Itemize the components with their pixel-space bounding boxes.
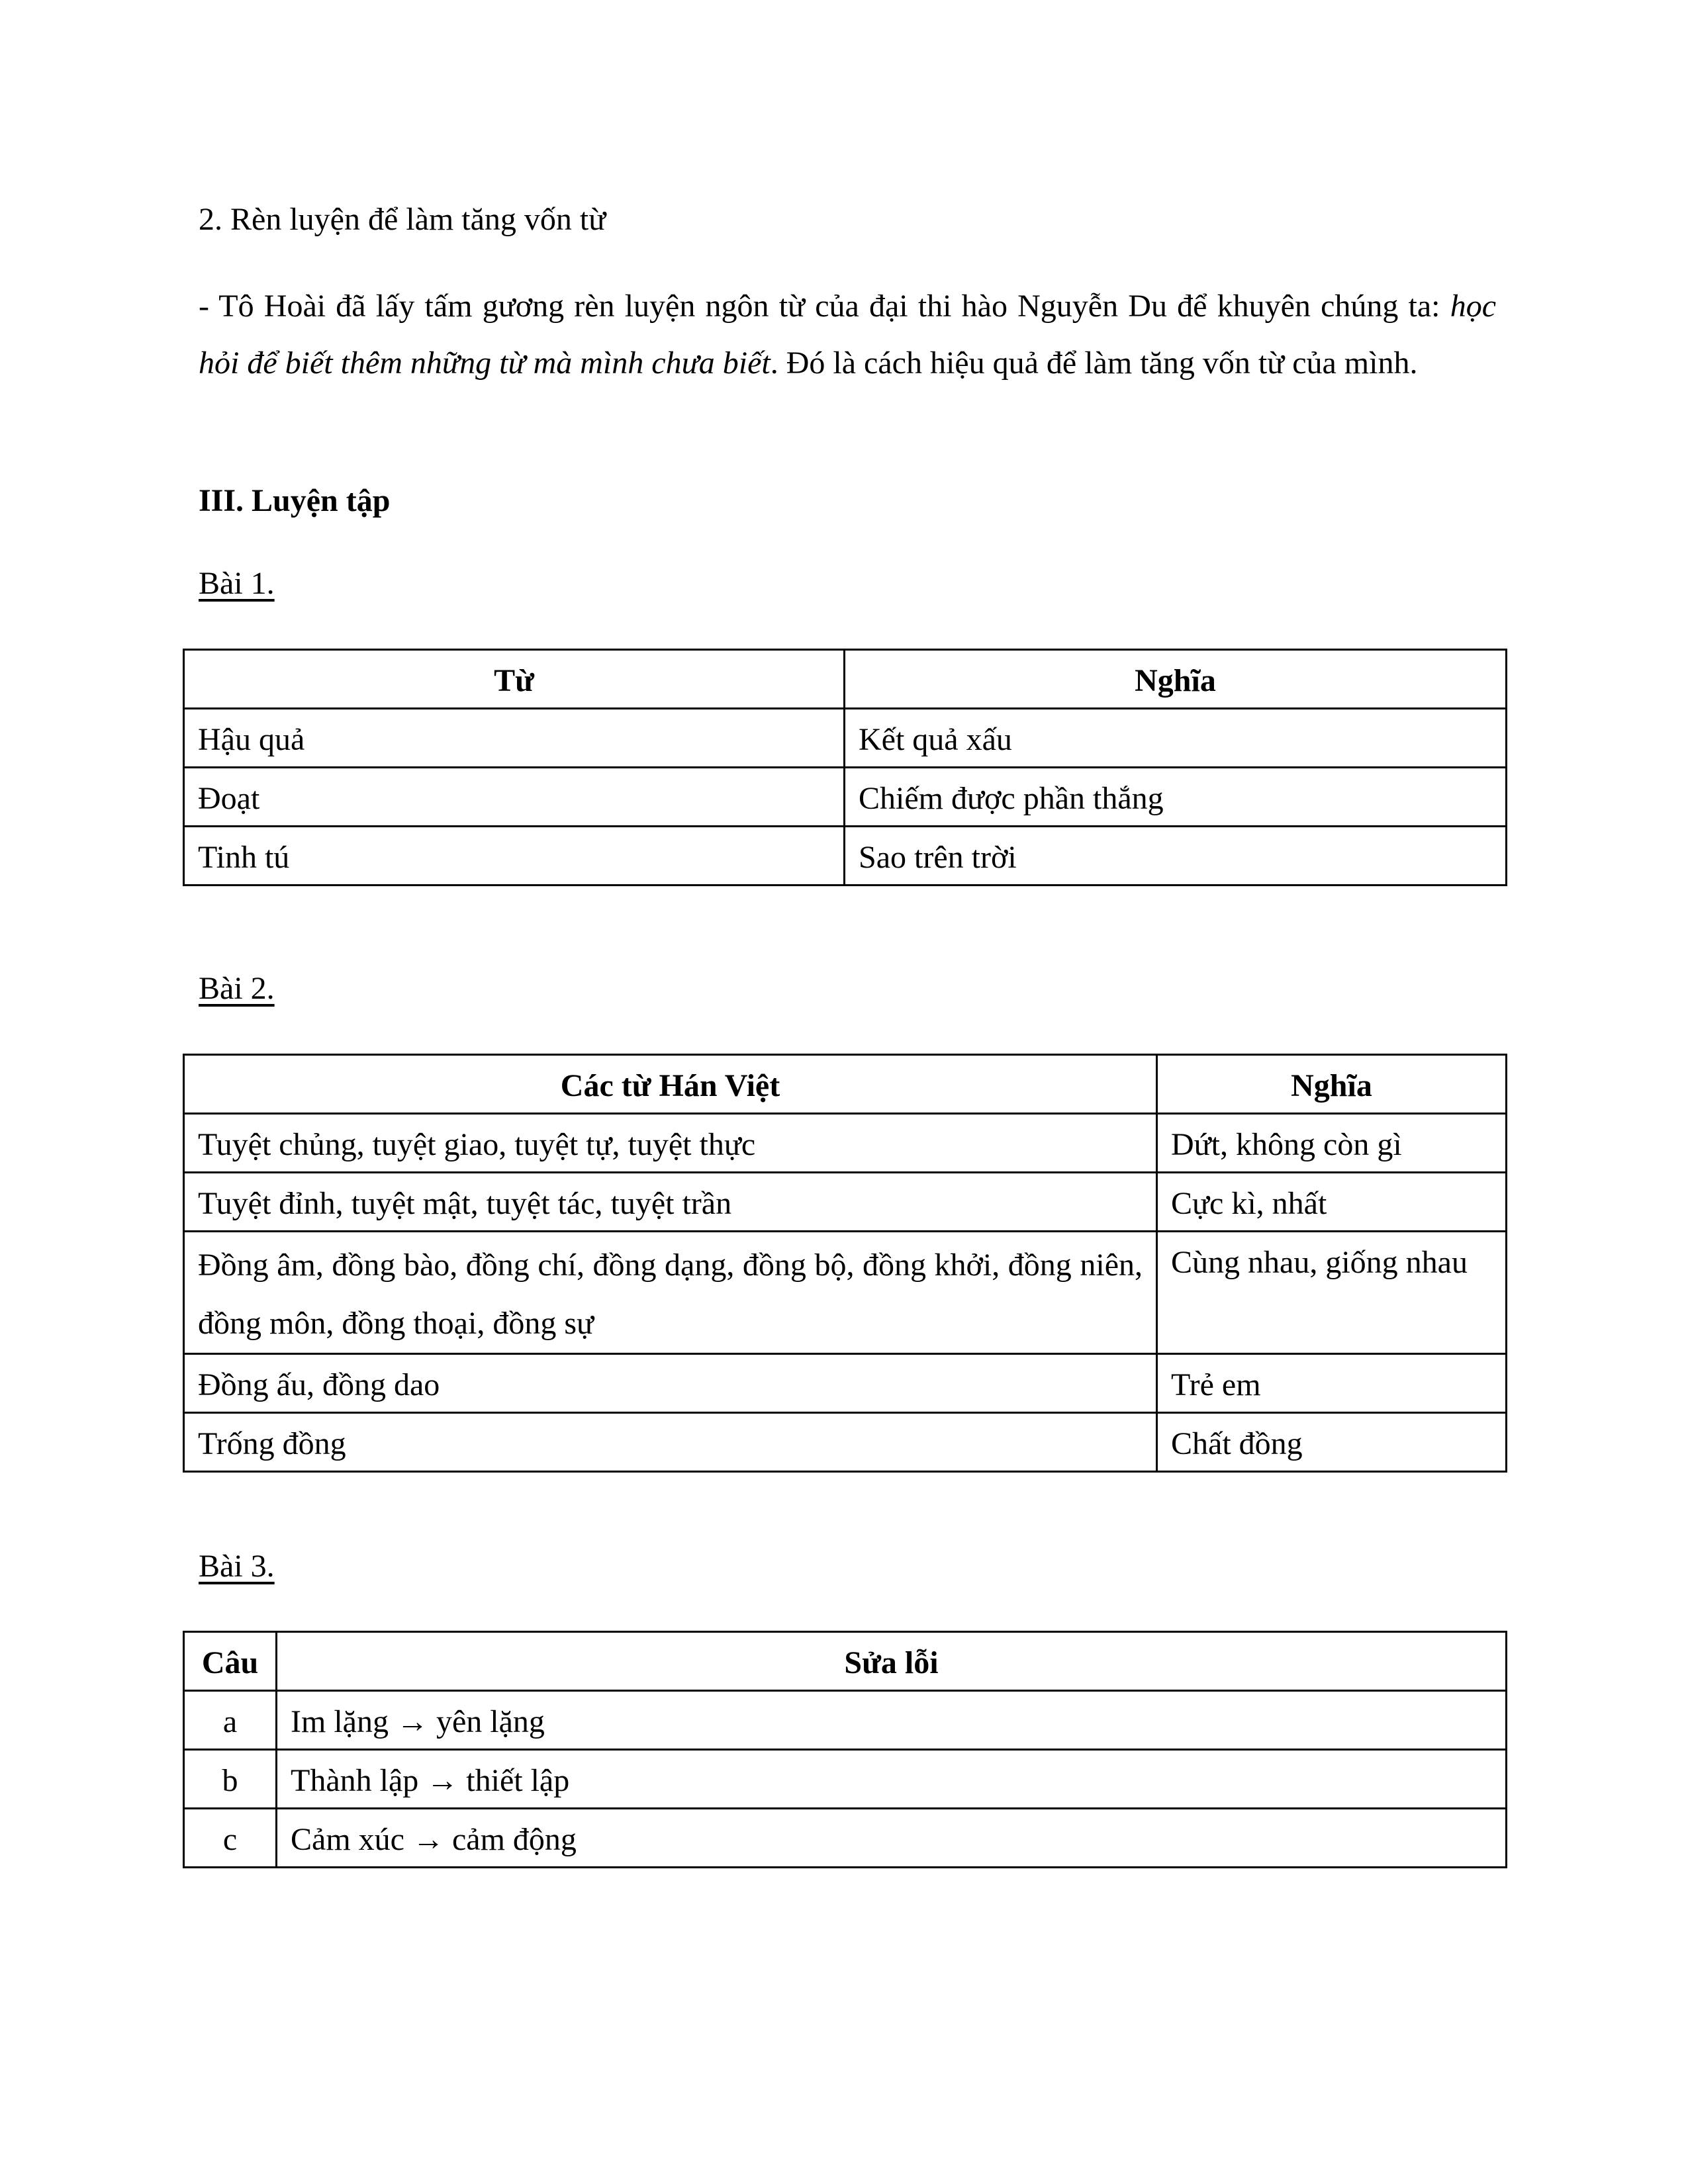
table-header-row <box>184 1632 1507 1691</box>
table-cell: Trống đồng <box>184 1413 1157 1472</box>
bai2-label: Bài 2. <box>199 971 275 1006</box>
column-header: Nghĩa <box>1157 1055 1507 1114</box>
table-header-row <box>184 1055 1507 1114</box>
table-cell: Đoạt <box>184 768 845 827</box>
bai3-table <box>183 1631 1507 1868</box>
paragraph-text-end: . Đó là cách hiệu quả để làm tăng vốn từ của mình. <box>770 345 1418 381</box>
table-row <box>184 1354 1507 1413</box>
paragraph-italic-text: học hỏi để biết thêm những từ mà mình chưa biết <box>199 289 1496 381</box>
table-header-row <box>184 650 1507 709</box>
table-cell: Cảm xúc → cảm động <box>277 1809 1507 1868</box>
section-heading: 2. Rèn luyện để làm tăng vốn từ <box>199 202 606 237</box>
bai1-label: Bài 1. <box>199 566 275 601</box>
table-row <box>184 827 1507 886</box>
column-header: Sửa lỗi <box>277 1632 1507 1691</box>
table-cell: Tinh tú <box>184 827 845 886</box>
table-row <box>184 768 1507 827</box>
section-paragraph <box>199 278 1496 392</box>
column-header: Từ <box>184 650 845 709</box>
table-cell: Cùng nhau, giống nhau <box>1157 1232 1507 1354</box>
table-cell: c <box>184 1809 277 1868</box>
bai3-label: Bài 3. <box>199 1549 275 1584</box>
practice-heading: III. Luyện tập <box>199 483 391 518</box>
table-row <box>184 709 1507 768</box>
table-cell: Dứt, không còn gì <box>1157 1114 1507 1173</box>
table-cell: Trẻ em <box>1157 1354 1507 1413</box>
table-row <box>184 1750 1507 1809</box>
bai2-table <box>183 1054 1507 1473</box>
column-header: Các từ Hán Việt <box>184 1055 1157 1114</box>
table-row <box>184 1413 1507 1472</box>
table-cell: Tuyệt chủng, tuyệt giao, tuyệt tự, tuyệt thực <box>184 1114 1157 1173</box>
column-header: Câu <box>184 1632 277 1691</box>
table-cell: Hậu quả <box>184 709 845 768</box>
column-header: Nghĩa <box>845 650 1507 709</box>
bai1-table <box>183 649 1507 886</box>
table-cell: Đồng âm, đồng bào, đồng chí, đồng dạng, đồng bộ, đồng khởi, đồng niên, đồng môn, đồng thoại, đồng sự <box>184 1232 1157 1354</box>
table-row <box>184 1173 1507 1232</box>
paragraph-text: - Tô Hoài đã lấy tấm gương rèn luyện ngôn từ của đại thi hào Nguyễn Du để khuyên chúng ta: <box>199 289 1450 324</box>
table-cell: a <box>184 1691 277 1750</box>
table-cell: Sao trên trời <box>845 827 1507 886</box>
table-cell: Tuyệt đỉnh, tuyệt mật, tuyệt tác, tuyệt trần <box>184 1173 1157 1232</box>
table-row <box>184 1809 1507 1868</box>
table-cell: Chất đồng <box>1157 1413 1507 1472</box>
table-row <box>184 1691 1507 1750</box>
table-cell: Kết quả xấu <box>845 709 1507 768</box>
table-cell: b <box>184 1750 277 1809</box>
table-cell: Im lặng → yên lặng <box>277 1691 1507 1750</box>
table-row <box>184 1114 1507 1173</box>
table-cell: Chiếm được phần thắng <box>845 768 1507 827</box>
table-cell: Cực kì, nhất <box>1157 1173 1507 1232</box>
table-cell: Thành lập → thiết lập <box>277 1750 1507 1809</box>
table-cell: Đồng ấu, đồng dao <box>184 1354 1157 1413</box>
table-row <box>184 1232 1507 1354</box>
